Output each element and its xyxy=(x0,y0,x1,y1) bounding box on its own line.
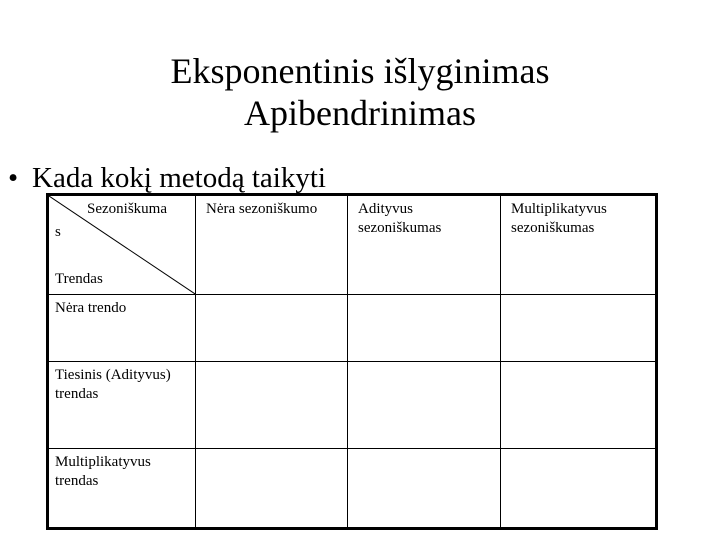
row-header: Tiesinis (Adityvus) trendas xyxy=(48,362,196,449)
table-row xyxy=(48,362,657,449)
table-corner-cell xyxy=(48,195,196,295)
table-cell xyxy=(501,362,657,449)
column-header: Adityvus sezoniškumas xyxy=(348,195,501,295)
bullet-point xyxy=(8,160,326,196)
column-header: Nėra sezoniškumo xyxy=(196,195,348,295)
table-cell xyxy=(501,449,657,529)
column-header: Multiplikatyvus sezoniškumas xyxy=(501,195,657,295)
bullet-text: Kada kokį metodą taikyti xyxy=(32,162,326,194)
table-row xyxy=(48,449,657,529)
table-row xyxy=(48,294,657,362)
table-header-row xyxy=(48,195,657,295)
title-line-1: Eksponentinis išlyginimas xyxy=(170,51,550,91)
method-table xyxy=(46,193,658,530)
title-line-2: Apibendrinimas xyxy=(244,93,476,133)
row-header: Nėra trendo xyxy=(48,294,196,362)
table-cell xyxy=(348,449,501,529)
table-cell xyxy=(196,362,348,449)
corner-label-seasonality: Sezoniškuma xyxy=(87,201,167,217)
corner-label-trend: Trendas xyxy=(55,271,103,287)
table-cell xyxy=(501,294,657,362)
slide-title xyxy=(0,50,720,134)
table-cell xyxy=(196,294,348,362)
table-cell xyxy=(196,449,348,529)
table-cell xyxy=(348,362,501,449)
table-cell xyxy=(348,294,501,362)
row-header: Multiplikatyvus trendas xyxy=(48,449,196,529)
corner-label-seasonality-wrap: s xyxy=(55,224,61,240)
bullet-icon: • xyxy=(8,162,19,194)
